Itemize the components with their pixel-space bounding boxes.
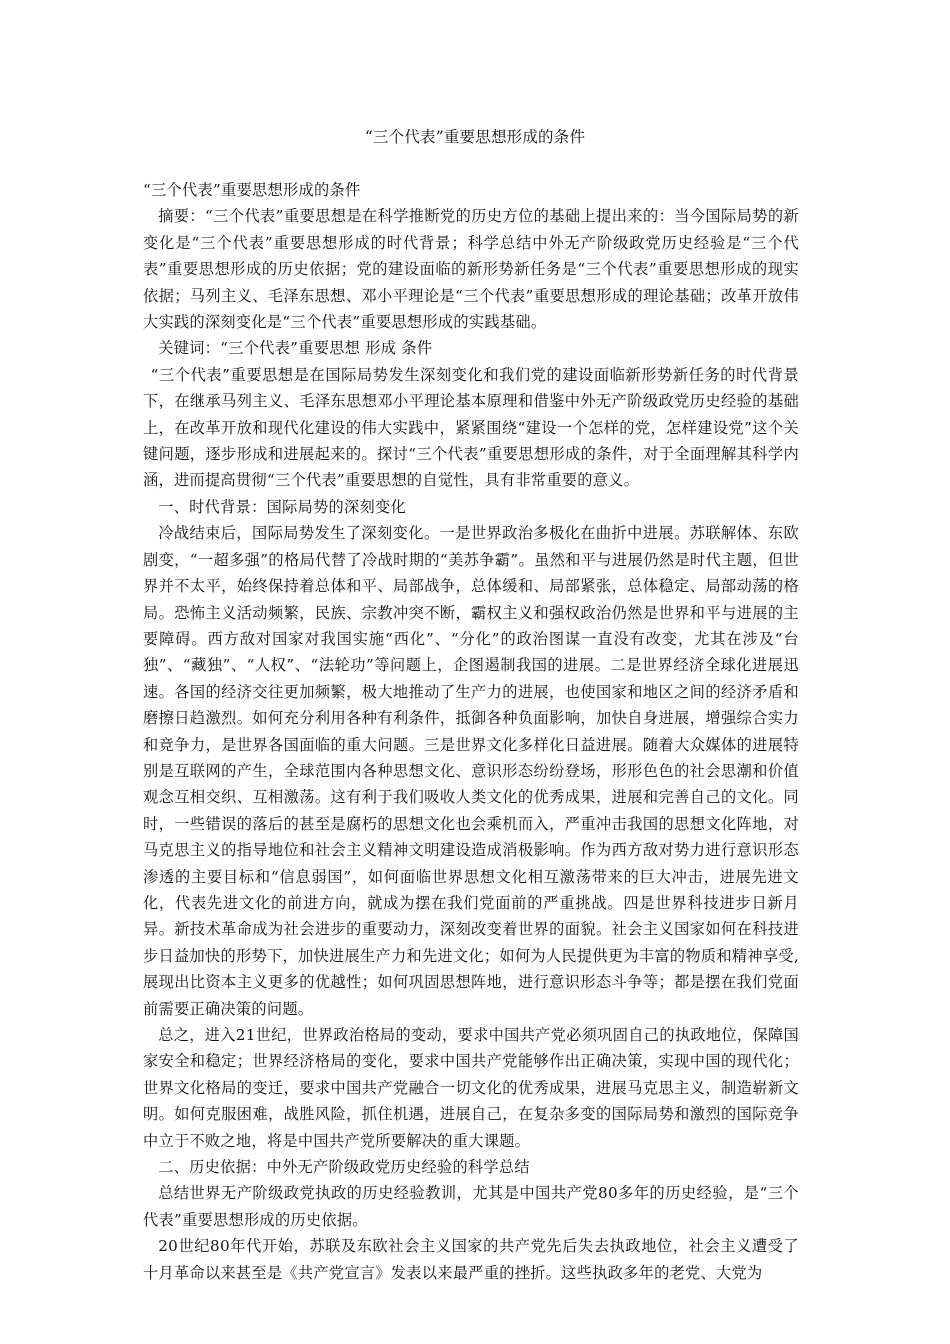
paragraph-section-2: 总结世界无产阶级政党执政的历史经验教训，尤其是中国共产党80多年的历史经验，是“三个代表”重要思想形成的历史依据。 [143,1184,799,1229]
document-body [143,177,799,1286]
section-heading-1: 一、时代背景：国际局势的深刻变化 [158,497,406,516]
paragraph-section-1: 冷战结束后，国际局势发生了深刻变化。一是世界政治多极化在曲折中进展。苏联解体、东欧剧变，“一超多强”的格局代替了冷战时期的“美苏争霸”。虽然和平与进展仍然是时代主题，但世界并不太平，始终保持着总体和平、局部战争，总体缓和、局部紧张，总体稳定、局部动荡的格局。恐怖主义活动频繁，民族、宗教冲突不断，霸权主义和强权政治仍然是世界和平与进展的主要障碍。西方敌对国家对我国实施“西化”、“分化”的政治图谋一直没有改变，尤其在涉及“台独”、“藏独”、“人权”、“法轮功”等问题上，企图遏制我国的进展。二是世界经济全球化进展迅速。各国的经济交往更加频繁，极大地推动了生产力的进展，也使国家和地区之间的经济矛盾和磨擦日趋激烈。如何充分利用各种有利条件，抵御各种负面影响，加快自身进展，增强综合实力和竞争力，是世界各国面临的重大问题。三是世界文化多样化日益进展。随着大众媒体的进展特别是互联网的产生，全球范围内各种思想文化、意识形态纷纷登场，形形色色的社会思潮和价值观念互相交织、互相激荡。这有利于我们吸收人类文化的优秀成果，进展和完善自己的文化。同时，一些错误的落后的甚至是腐朽的思想文化也会乘机而入，严重冲击我国的思想文化阵地，对马克思主义的指导地位和社会主义精神文明建设造成消极影响。作为西方敌对势力进行意识形态渗透的主要目标和“信息弱国”，如何面临世界思想文化相互激荡带来的巨大冲击，进展先进文化，代表先进文化的前进方向，就成为摆在我们党面前的严重挑战。四是世界科技进步日新月异。新技术革命成为社会进步的重要动力，深刻改变着世界的面貌。社会主义国家如何在科技进步日益加快的形势下，加快进展生产力和先进文化；如何为人民提供更为丰富的物质和精神享受,展现出比资本主义更多的优越性；如何巩固思想阵地，进行意识形态斗争等；都是摆在我们党面前需要正确决策的问题。 [143,524,799,1018]
paragraph-section-2-continued: 20世纪80年代开始，苏联及东欧社会主义国家的共产党先后失去执政地位，社会主义遭受了十月革命以来甚至是《共产党宣言》发表以来最严重的挫折。这些执政多年的老党、大党为 [143,1237,799,1282]
paragraph-summary: 总之，进入21世纪，世界政治格局的变动，要求中国共产党必须巩固自己的执政地位，保障国家安全和稳定；世界经济格局的变化，要求中国共产党能够作出正确决策，实现中国的现代化；世界文化格局的变迁，要求中国共产党融合一切文化的优秀成果，进展马克思主义，制造崭新文明。如何克服困难，战胜风险，抓住机遇，进展自己，在复杂多变的国际局势和激烈的国际竞争中立于不败之地，将是中国共产党所要解决的重大课题。 [143,1026,799,1150]
paragraph-introduction: “三个代表”重要思想是在国际局势发生深刻变化和我们党的建设面临新形势新任务的时代背景下，在继承马列主义、毛泽东思想邓小平理论基本原理和借鉴中外无产阶级政党历史经验的基础上，在改革开放和现代化建设的伟大实践中，紧紧围绕“建设一个怎样的党，怎样建设党”这个关键问题，逐步形成和进展起来的。探讨“三个代表”重要思想形成的条件，对于全面理解其科学内涵，进而提高贯彻“三个代表”重要思想的自觉性，具有非常重要的意义。 [143,365,799,490]
page-title: “三个代表”重要思想形成的条件 [364,128,586,146]
section-heading-2: 二、历史依据：中外无产阶级政党历史经验的科学总结 [158,1158,530,1177]
paragraph-abstract: 摘要：“三个代表”重要思想是在科学推断党的历史方位的基础上提出来的：当今国际局势的新变化是“三个代表”重要思想形成的时代背景；科学总结中外无产阶级政党历史经验是“三个代表”重要思想形成的历史依据；党的建设面临的新形势新任务是“三个代表”重要思想形成的现实依据；马列主义、毛泽东思想、邓小平理论是“三个代表”重要思想形成的理论基础；改革开放伟大实践的深刻变化是“三个代表”重要思想形成的实践基础。 [143,207,799,332]
paragraph-heading: “三个代表”重要思想形成的条件 [143,181,361,199]
paragraph-keywords: 关键词：“三个代表”重要思想 形成 条件 [158,339,433,358]
